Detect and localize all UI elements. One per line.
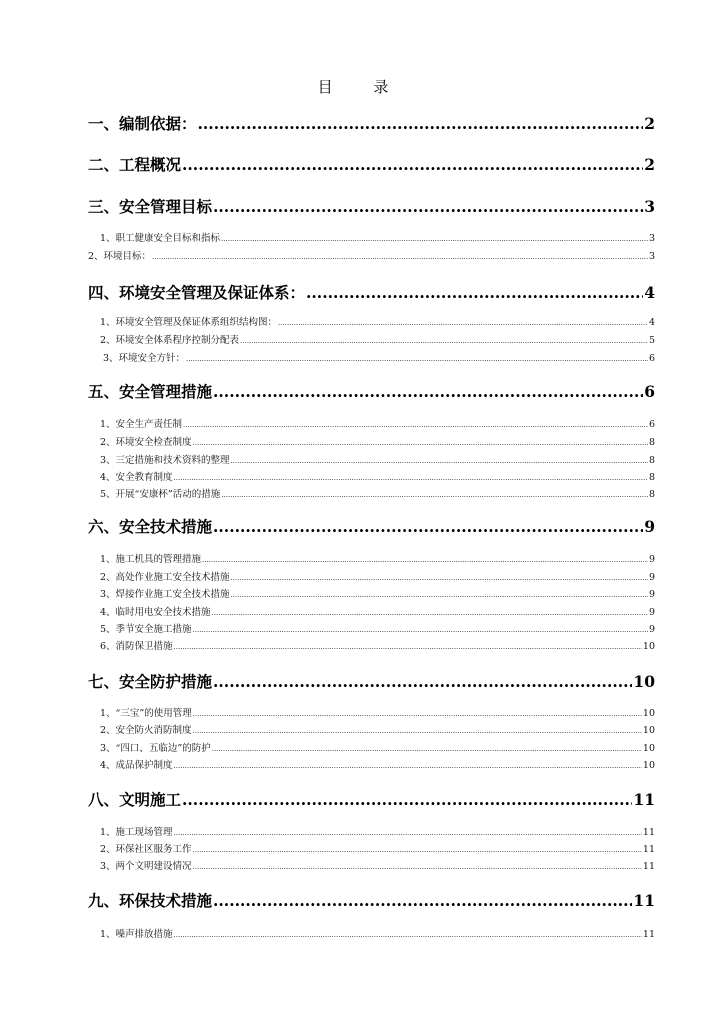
toc-subentry-label: 1、安全生产责任制: [100, 419, 183, 430]
toc-page-number: 11: [642, 844, 655, 855]
toc-page-number: 2: [644, 155, 655, 174]
leader-dots: [174, 762, 642, 770]
leader-dots: [198, 114, 644, 133]
toc-subentry-label: 1、噪声排放措施: [100, 929, 173, 940]
toc-subentry-label: 1、环境安全管理及保证体系组织结构图：: [100, 317, 278, 328]
toc-page-number: 9: [648, 589, 655, 600]
toc-subentry-label: 5、季节安全施工措施: [100, 624, 192, 635]
leader-dots: [306, 283, 643, 302]
toc-page-number: 11: [633, 790, 655, 809]
toc-page-number: 11: [642, 929, 655, 940]
toc-subentry[interactable]: [100, 757, 655, 771]
toc-page-number: 2: [644, 114, 655, 133]
toc-subentry[interactable]: [100, 486, 655, 500]
toc-subentry[interactable]: [100, 722, 655, 736]
toc-subentry[interactable]: [103, 350, 655, 364]
leader-dots: [174, 829, 642, 837]
leader-dots: [231, 457, 648, 465]
toc-subentry[interactable]: [100, 314, 655, 328]
toc-page-number: 11: [642, 861, 655, 872]
leader-dots: [174, 643, 642, 651]
toc-page-number: 8: [648, 489, 655, 500]
leader-dots: [174, 474, 648, 482]
toc-subentry-label: 5、开展“安康杯”活动的措施: [100, 489, 221, 500]
leader-dots: [152, 253, 648, 261]
toc-page-number: 3: [648, 251, 655, 262]
toc-heading[interactable]: [88, 788, 655, 810]
toc-subentry-label: 4、安全教育制度: [100, 472, 173, 483]
toc-page-number: 10: [642, 743, 655, 754]
toc-subentry-label: 6、消防保卫措施: [100, 641, 173, 652]
toc-page-number: 9: [648, 607, 655, 618]
leader-dots: [186, 355, 648, 363]
toc-heading-label: 九、环保技术措施: [88, 891, 213, 910]
toc-heading[interactable]: [88, 515, 655, 537]
toc-page-number: 6: [644, 382, 655, 401]
toc-subentry[interactable]: [100, 858, 655, 872]
toc-heading-label: 一、编制依据：: [88, 114, 197, 133]
toc-heading-label: 二、工程概况: [88, 155, 182, 174]
toc-subentry-label: 1、“三宝”的使用管理: [100, 708, 192, 719]
leader-dots: [240, 337, 648, 345]
leader-dots: [182, 790, 632, 809]
toc-page-number: 5: [648, 335, 655, 346]
toc-subentry-label: 3、三定措施和技术资料的整理: [100, 455, 230, 466]
toc-page-number: 11: [633, 891, 655, 910]
toc-subentry[interactable]: [100, 332, 655, 346]
toc-page-number: 6: [648, 353, 655, 364]
toc-heading-label: 八、文明施工: [88, 790, 182, 809]
leader-dots: [193, 846, 642, 854]
toc-heading[interactable]: [88, 112, 655, 134]
toc-page-number: 9: [648, 624, 655, 635]
toc-page-number: 9: [644, 517, 655, 536]
page-title: 目 录: [317, 78, 407, 96]
leader-dots: [193, 710, 642, 718]
leader-dots: [193, 863, 642, 871]
toc-subentry[interactable]: [100, 621, 655, 635]
toc-heading[interactable]: [88, 889, 655, 911]
toc-subentry-label: 3、“四口、五临边”的防护: [100, 743, 211, 754]
toc-subentry-label: 2、安全防火消防制度: [100, 725, 192, 736]
toc-page-number: 9: [648, 572, 655, 583]
toc-subentry[interactable]: [100, 824, 655, 838]
leader-dots: [212, 609, 648, 617]
toc-subentry[interactable]: [100, 434, 655, 448]
leader-dots: [213, 891, 632, 910]
toc-subentry-label: 2、环境安全体系程序控制分配表: [100, 335, 240, 346]
toc-subentry[interactable]: [100, 469, 655, 483]
toc-subentry-label: 1、施工机具的管理措施: [100, 554, 202, 565]
leader-dots: [193, 626, 648, 634]
toc-subentry[interactable]: [100, 604, 655, 618]
toc-page-number: 8: [648, 472, 655, 483]
toc-page-number: 10: [642, 641, 655, 652]
toc-subentry-label: 4、成品保护制度: [100, 760, 173, 771]
toc-subentry-label: 4、临时用电安全技术措施: [100, 607, 211, 618]
toc-page-number: 10: [642, 725, 655, 736]
toc-subentry-label: 1、职工健康安全目标和指标: [100, 233, 221, 244]
leader-dots: [174, 931, 642, 939]
toc-heading[interactable]: [88, 281, 655, 303]
toc-subentry[interactable]: [100, 416, 655, 430]
toc-page-number: 9: [648, 554, 655, 565]
leader-dots: [202, 556, 648, 564]
toc-page-number: 10: [633, 672, 655, 691]
leader-dots: [213, 197, 643, 216]
toc-subentry[interactable]: [100, 705, 655, 719]
toc-subentry[interactable]: [100, 926, 655, 940]
toc-heading[interactable]: [88, 670, 655, 692]
toc-subentry[interactable]: [100, 569, 655, 583]
toc-subentry[interactable]: [100, 638, 655, 652]
leader-dots: [213, 382, 643, 401]
toc-page-number: 6: [648, 419, 655, 430]
toc-subentry[interactable]: [100, 230, 655, 244]
toc-subentry[interactable]: [100, 841, 655, 855]
toc-page-number: 3: [644, 197, 655, 216]
toc-heading-label: 三、安全管理目标: [88, 197, 213, 216]
toc-subentry-label: 2、环保社区服务工作: [100, 844, 192, 855]
toc-subentry-label: 3、焊接作业施工安全技术措施: [100, 589, 230, 600]
toc-heading-label: 六、安全技术措施: [88, 517, 213, 536]
toc-subentry-label: 3、两个文明建设情况: [100, 861, 192, 872]
leader-dots: [213, 517, 643, 536]
toc-heading-label: 七、安全防护措施: [88, 672, 213, 691]
toc-page-number: 11: [642, 827, 655, 838]
toc-heading-label: 四、环境安全管理及保证体系：: [88, 283, 306, 302]
toc-subentry[interactable]: [100, 586, 655, 600]
leader-dots: [182, 155, 643, 174]
toc-page-number: 3: [648, 233, 655, 244]
toc-page-number: 10: [642, 708, 655, 719]
leader-dots: [278, 319, 648, 327]
leader-dots: [231, 591, 648, 599]
toc-page-number: 4: [648, 317, 655, 328]
toc-heading-label: 五、安全管理措施: [88, 382, 213, 401]
leader-dots: [231, 574, 648, 582]
leader-dots: [212, 745, 642, 753]
toc-subentry[interactable]: [88, 248, 655, 262]
toc-page-number: 8: [648, 437, 655, 448]
toc-subentry-label: 2、环境安全检查制度: [100, 437, 192, 448]
toc-page-number: 4: [644, 283, 655, 302]
leader-dots: [193, 727, 642, 735]
toc-heading[interactable]: [88, 380, 655, 402]
toc-subentry[interactable]: [100, 551, 655, 565]
leader-dots: [221, 235, 648, 243]
toc-page-number: 8: [648, 455, 655, 466]
toc-subentry[interactable]: [100, 452, 655, 466]
leader-dots: [221, 491, 648, 499]
toc-heading[interactable]: [88, 153, 655, 175]
toc-subentry[interactable]: [100, 740, 655, 754]
toc-heading[interactable]: [88, 195, 655, 217]
leader-dots: [183, 421, 648, 429]
leader-dots: [213, 672, 632, 691]
toc-subentry-label: 2、高处作业施工安全技术措施: [100, 572, 230, 583]
toc-subentry-label: 2、环境目标：: [88, 251, 152, 262]
toc-subentry-label: 1、施工现场管理: [100, 827, 173, 838]
toc-page-number: 10: [642, 760, 655, 771]
leader-dots: [193, 439, 648, 447]
toc-subentry-label: 3、环境安全方针：: [103, 353, 186, 364]
